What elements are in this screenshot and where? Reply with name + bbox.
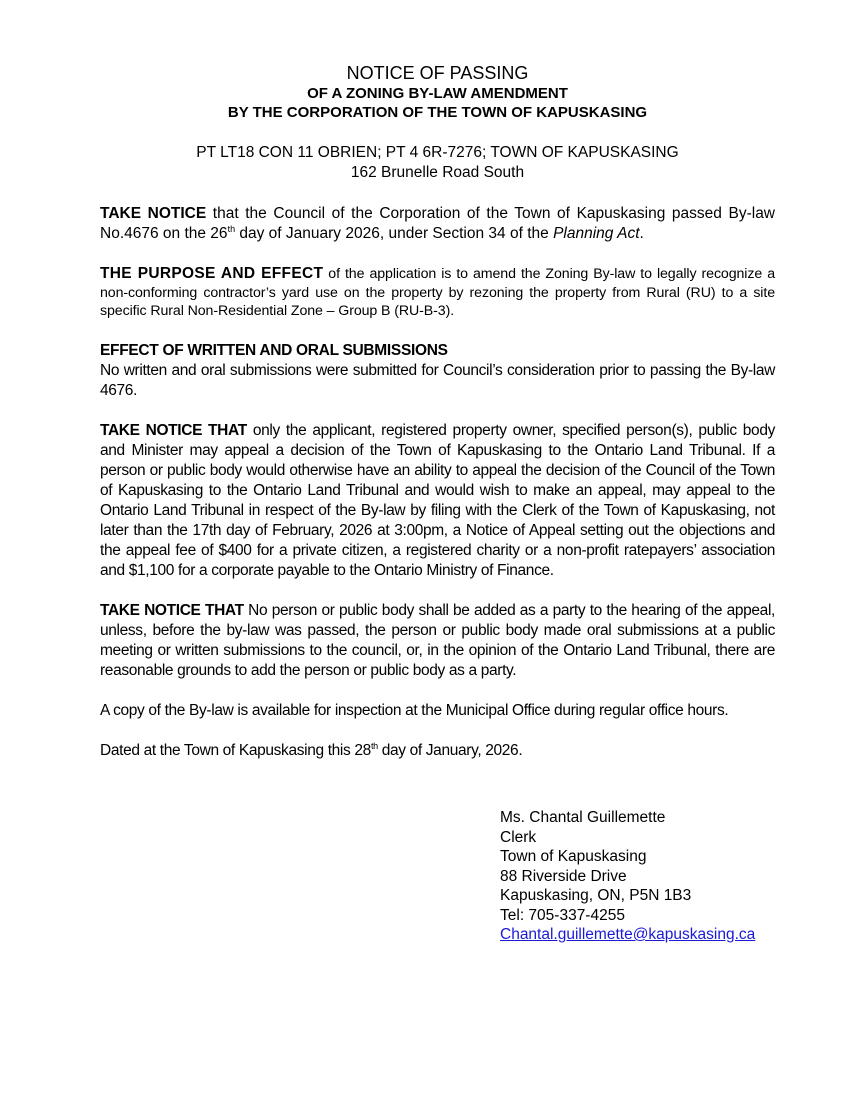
paragraph-appeal-rights bbox=[100, 421, 775, 581]
signatory-street: 88 Riverside Drive bbox=[500, 867, 627, 885]
property-legal-description: PT LT18 CON 11 OBRIEN; PT 4 6R-7276; TOWN OF KAPUSKASING bbox=[196, 144, 679, 161]
paragraph-text: of the application is to amend the Zoning By-law to legally recognize a non-conforming contractor’s yard use on the property by rezoning the property from Rural (RU) to a site specific Rural Non-Residential Zone – Group B (RU-B-3). bbox=[100, 266, 775, 319]
lead-purpose-and-effect: THE PURPOSE AND EFFECT bbox=[100, 265, 324, 282]
signatory-phone: Tel: 705-337-4255 bbox=[500, 906, 625, 924]
paragraph-text: day of January 2026, under Section 34 of the bbox=[235, 225, 554, 242]
paragraph-text: Dated at the Town of Kapuskasing this 28 bbox=[100, 741, 371, 759]
submissions-heading: EFFECT OF WRITTEN AND ORAL SUBMISSIONS bbox=[100, 341, 448, 359]
paragraph-take-notice-passed bbox=[100, 204, 775, 244]
lead-take-notice: TAKE NOTICE bbox=[100, 205, 207, 222]
paragraph-dated bbox=[100, 741, 775, 761]
signature-block bbox=[500, 808, 755, 945]
notice-header bbox=[100, 62, 775, 122]
ordinal-suffix: th bbox=[370, 740, 378, 751]
paragraph-text: . bbox=[639, 225, 644, 242]
property-info bbox=[100, 143, 775, 183]
signatory-email-link[interactable]: Chantal.guillemette@kapuskasing.ca bbox=[500, 926, 756, 943]
paragraph-party-rights bbox=[100, 601, 775, 681]
notice-document bbox=[100, 62, 775, 761]
paragraph-text: day of January, 2026. bbox=[377, 741, 523, 759]
notice-title: NOTICE OF PASSING bbox=[346, 63, 529, 83]
paragraph-text: No written and oral submissions were submitted for Council’s consideration prior to passing the By-law 4676. bbox=[100, 361, 775, 399]
signatory-name: Ms. Chantal Guillemette bbox=[500, 809, 666, 826]
signatory-organization: Town of Kapuskasing bbox=[500, 848, 647, 865]
notice-subtitle-line2: BY THE CORPORATION OF THE TOWN OF KAPUSKASING bbox=[227, 104, 648, 121]
paragraph-purpose-and-effect bbox=[100, 265, 775, 321]
ordinal-suffix: th bbox=[227, 224, 236, 234]
paragraph-text: that the Council of the Corporation of the Town of Kapuskasing passed By-law No.4676 on the 26 bbox=[100, 205, 776, 242]
paragraph-inspection bbox=[100, 701, 775, 721]
notice-subtitle-line1: OF A ZONING BY-LAW AMENDMENT bbox=[307, 85, 568, 102]
paragraph-text: only the applicant, registered property owner, specified person(s), public body and Minister may appeal a decision of the Town of Kapuskasing to the Ontario Land Tribunal. If a person or public body would otherwise have an ability to appeal the decision of the Council of the Town of Kapuskasing to the Ontario Land Tribunal and would wish to make an appeal, may appeal to the Ontario Land Tribunal in respect of the By-law by filing with the Clerk of the Town of Kapuskasing, not later than the 17th day of February, 2026 at 3:00pm, a Notice of Appeal setting out the objections and the appeal fee of $400 for a private citizen, a registered charity or a non-profit ratepayers’ association and $1,100 for a corporate payable to the Ontario Ministry of Finance. bbox=[100, 421, 775, 579]
act-name: Planning Act bbox=[553, 225, 640, 242]
paragraph-text: A copy of the By-law is available for inspection at the Municipal Office during regular office hours. bbox=[100, 701, 729, 719]
signatory-title: Clerk bbox=[500, 828, 537, 846]
lead-take-notice-that: TAKE NOTICE THAT bbox=[100, 421, 247, 439]
signatory-city: Kapuskasing, ON, P5N 1B3 bbox=[500, 887, 692, 904]
lead-take-notice-that: TAKE NOTICE THAT bbox=[100, 601, 244, 619]
paragraph-submissions bbox=[100, 341, 775, 401]
paragraph-text: No person or public body shall be added as a party to the hearing of the appeal, unless, before the by-law was passed, the person or public body made oral submissions at a public meeting or written submissions to the council, or, in the opinion of the Ontario Land Tribunal, there are reasonable grounds to add the person or public body as a party. bbox=[100, 601, 775, 679]
property-address: 162 Brunelle Road South bbox=[350, 164, 525, 181]
